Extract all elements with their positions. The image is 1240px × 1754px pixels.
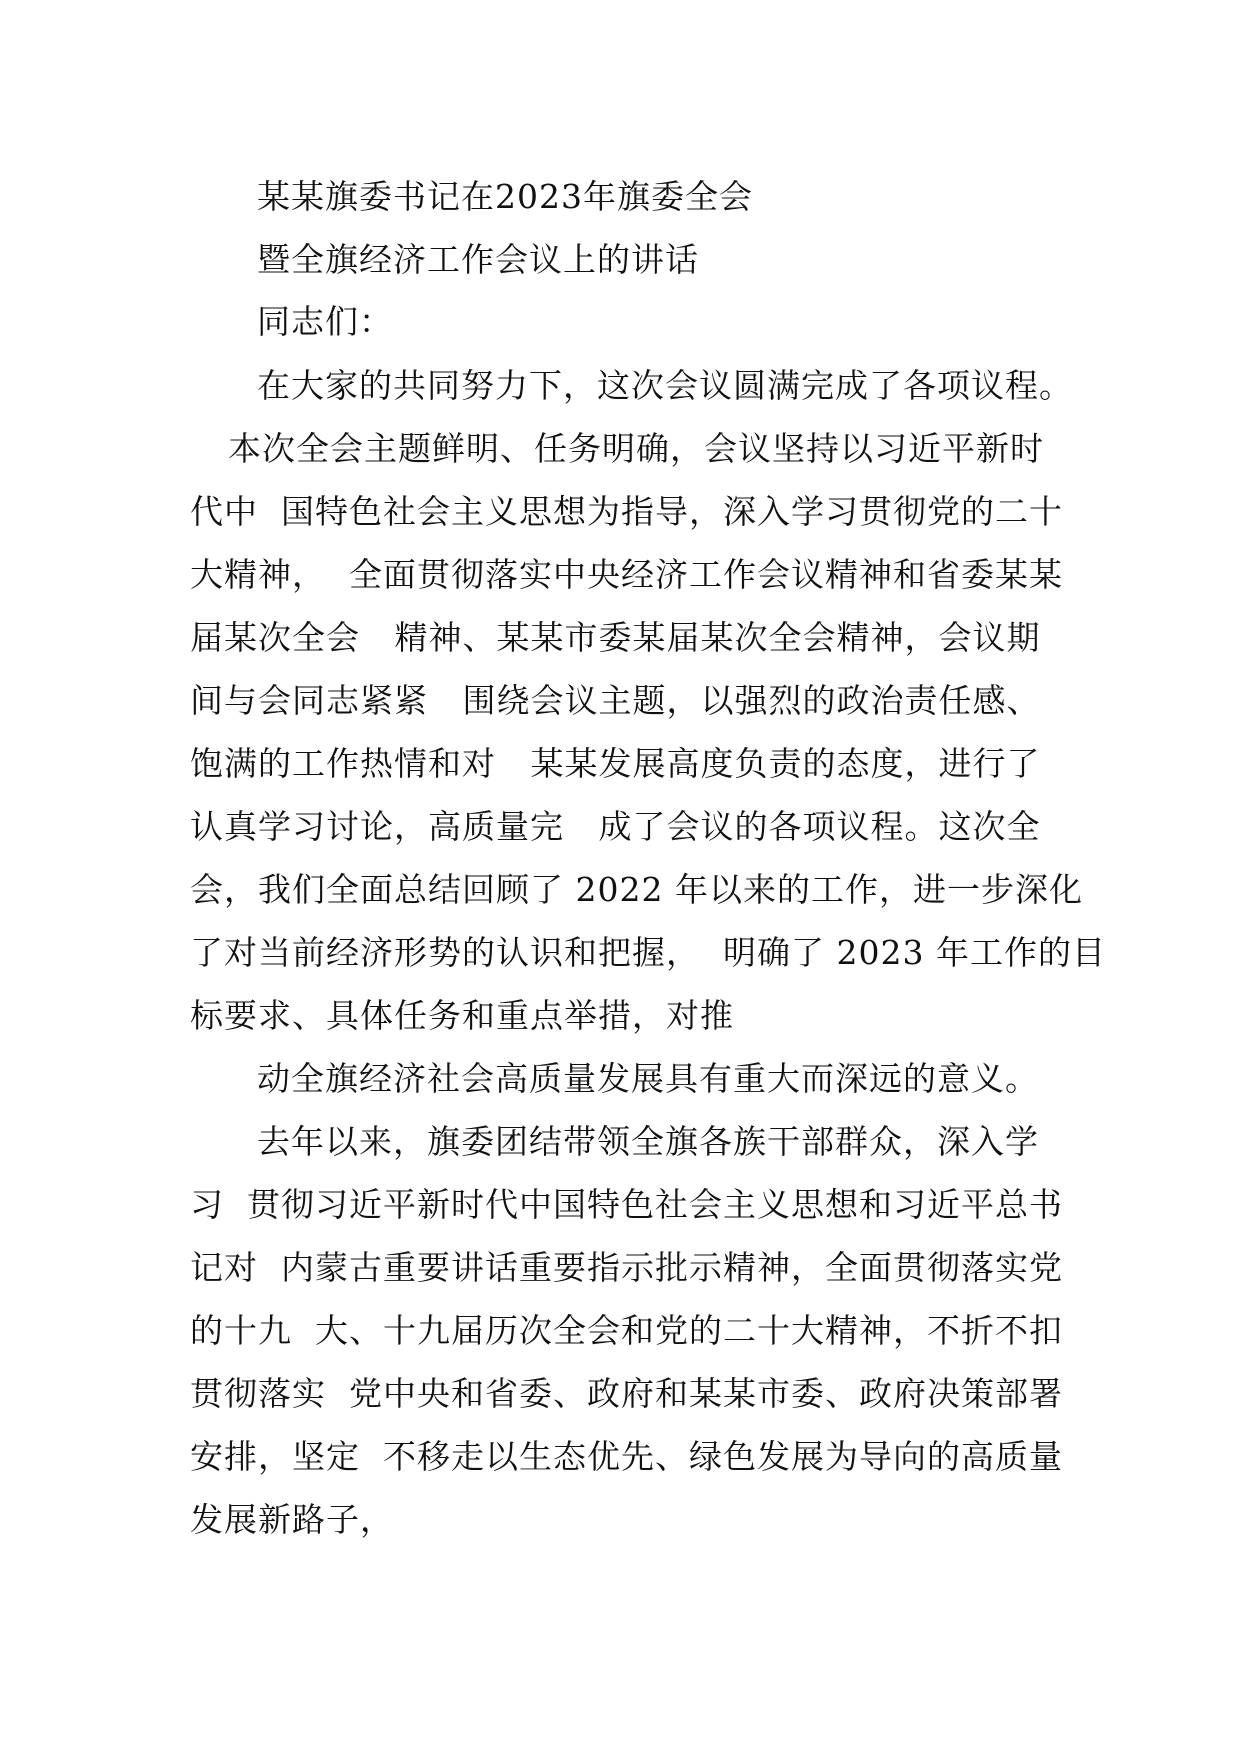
title-line-1: 某某旗委书记在2023年旗委全会 [257,177,753,216]
paragraph-3-line-6: 安排，坚定 不移走以生态优先、绿色发展为导向的高质量 [190,1437,1063,1476]
paragraph-1-line-2: 本次全会主题鲜明、任务明确，会议坚持以习近平新时 [228,429,1044,468]
paragraph-1-line-11: 标要求、具体任务和重点举措，对推 [190,996,734,1035]
paragraph-1-line-1: 在大家的共同努力下，这次会议圆满完成了各项议程。 [257,366,1073,405]
paragraph-2-line-1: 动全旗经济社会高质量发展具有重大而深远的意义。 [257,1059,1039,1098]
title-line-2: 暨全旗经济工作会议上的讲话 [257,240,699,279]
paragraph-1-line-6: 间与会同志紧紧 围绕会议主题，以强烈的政治责任感、 [190,681,1041,720]
paragraph-1-line-7: 饱满的工作热情和对 某某发展高度负责的态度，进行了 [190,744,1041,783]
paragraph-3-line-1: 去年以来，旗委团结带领全旗各族干部群众，深入学 [257,1122,1039,1161]
paragraph-3-line-2: 习 贯彻习近平新时代中国特色社会主义思想和习近平总书 [190,1185,1063,1224]
paragraph-3-line-4: 的十九 大、十九届历次全会和党的二十大精神，不折不扣 [190,1311,1063,1350]
paragraph-1-line-8: 认真学习讨论，高质量完 成了会议的各项议程。这次全 [190,807,1041,846]
paragraph-3-line-3: 记对 内蒙古重要讲话重要指示批示精神，全面贯彻落实党 [190,1248,1063,1287]
paragraph-3-line-7: 发展新路子， [190,1500,394,1539]
salutation: 同志们： [257,302,393,341]
paragraph-3-line-5: 贯彻落实 党中央和省委、政府和某某市委、政府决策部署 [190,1374,1063,1413]
paragraph-1-line-9: 会，我们全面总结回顾了 2022 年以来的工作，进一步深化 [190,870,1083,909]
paragraph-1-line-3: 代中 国特色社会主义思想为指导，深入学习贯彻党的二十 [190,492,1063,531]
paragraph-1-line-5: 届某次全会 精神、某某市委某届某次全会精神，会议期 [190,618,1041,657]
paragraph-1-line-4: 大精神， 全面贯彻落实中央经济工作会议精神和省委某某 [190,555,1063,594]
paragraph-1-line-10: 了对当前经济形势的认识和把握， 明确了 2023 年工作的目 [190,933,1106,972]
